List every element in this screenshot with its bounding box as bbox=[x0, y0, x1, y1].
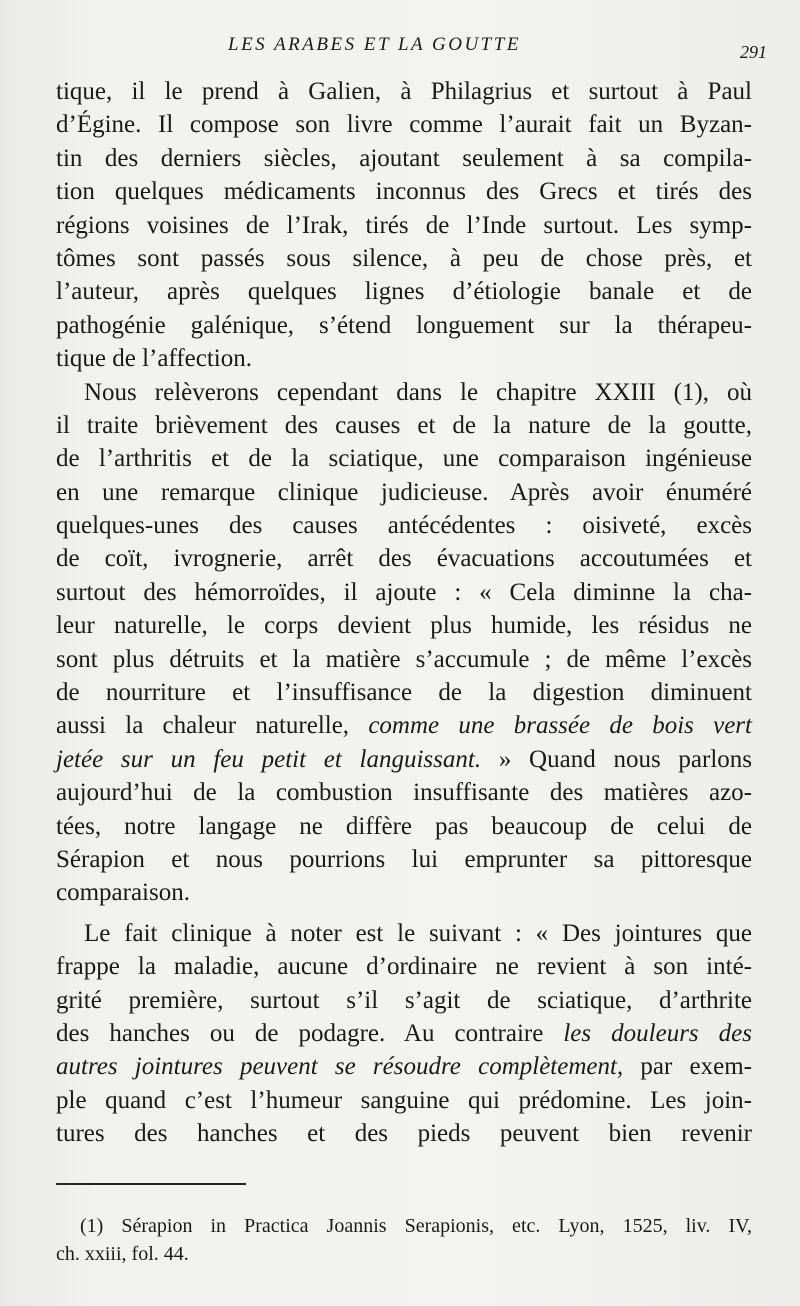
text-line bbox=[56, 1017, 752, 1050]
footnote-divider bbox=[56, 1183, 246, 1185]
text-line: leur naturelle, le corps devient plus humide, les résidus ne bbox=[56, 612, 752, 640]
page-number: 291 bbox=[740, 42, 767, 62]
text-line: frappe la maladie, aucune d’ordinaire ne revient à son inté- bbox=[56, 953, 752, 981]
text-line: tique de l’affection. bbox=[56, 345, 252, 373]
text-line: Sérapion et nous pourrions lui emprunter sa pittoresque bbox=[56, 845, 752, 873]
text-line: surtout des hémorroïdes, il ajoute : « Cela diminne la cha- bbox=[56, 578, 752, 606]
text-line: tures des hanches et des pieds peuvent bien revenir bbox=[56, 1120, 752, 1148]
running-title: LES ARABES ET LA GOUTTE bbox=[228, 34, 521, 55]
text-line: Nous relèverons cependant dans le chapitre XXIII (1), où bbox=[84, 378, 752, 406]
footnote-line: (1) Sérapion in Practica Joannis Serapionis, etc. Lyon, 1525, liv. IV, bbox=[80, 1215, 752, 1237]
text-line bbox=[56, 743, 752, 776]
page-header bbox=[0, 30, 800, 60]
text-line: aujourd’hui de la combustion insuffisante des matières azo- bbox=[56, 779, 752, 807]
text-line: en une remarque clinique judicieuse. Après avoir énuméré bbox=[56, 478, 752, 506]
italic-quote: les douleurs des bbox=[563, 1019, 752, 1047]
paragraph-3 bbox=[56, 917, 752, 1151]
text-line: l’auteur, après quelques lignes d’étiologie banale et de bbox=[56, 278, 752, 306]
footnote bbox=[56, 1212, 752, 1268]
italic-quote: jetée sur un feu petit et languissant. bbox=[56, 745, 482, 773]
text-line: pathogénie galénique, s’étend longuement sur la thérapeu- bbox=[56, 311, 752, 339]
footnote-line: ch. xxiii, fol. 44. bbox=[56, 1243, 189, 1265]
text-line: tées, notre langage ne diffère pas beaucoup de celui de bbox=[56, 812, 752, 840]
text-line: ple quand c’est l’humeur sanguine qui prédomine. Les join- bbox=[56, 1086, 752, 1114]
text-line: d’Égine. Il compose son livre comme l’aurait fait un Byzan- bbox=[56, 111, 752, 139]
text-span: aussi la chaleur naturelle, bbox=[56, 712, 369, 740]
text-span: » Quand nous parlons bbox=[481, 745, 752, 773]
text-line: tion quelques médicaments inconnus des Grecs et tirés des bbox=[56, 178, 752, 206]
text-line: de coït, ivrognerie, arrêt des évacuations accoutumées et bbox=[56, 545, 752, 573]
text-span: par exem- bbox=[623, 1053, 752, 1081]
body-text bbox=[56, 75, 752, 1151]
paragraph-gap bbox=[56, 910, 752, 917]
text-line bbox=[56, 1050, 752, 1083]
text-line: de l’arthritis et de la sciatique, une comparaison ingénieuse bbox=[56, 445, 752, 473]
text-line: quelques-unes des causes antécédentes : oisiveté, excès bbox=[56, 512, 752, 540]
text-line: Le fait clinique à noter est le suivant : « Des jointures que bbox=[84, 919, 752, 947]
text-line: tômes sont passés sous silence, à peu de chose près, et bbox=[56, 244, 752, 272]
text-line: sont plus détruits et la matière s’accumule ; de même l’excès bbox=[56, 645, 752, 673]
text-line: de nourriture et l’insuffisance de la digestion diminuent bbox=[56, 679, 752, 707]
paragraph-2 bbox=[56, 376, 752, 910]
italic-quote: comme une brassée de bois vert bbox=[368, 712, 752, 740]
text-span: des hanches ou de podagre. Au contraire bbox=[56, 1019, 564, 1047]
text-line: il traite brièvement des causes et de la nature de la goutte, bbox=[56, 411, 752, 439]
text-line: tin des derniers siècles, ajoutant seulement à sa compila- bbox=[56, 144, 752, 172]
paragraph-1 bbox=[56, 75, 752, 376]
text-line bbox=[56, 709, 752, 742]
italic-quote: autres jointures peuvent se résoudre complètement, bbox=[56, 1053, 624, 1081]
text-line: tique, il le prend à Galien, à Philagrius et surtout à Paul bbox=[56, 78, 752, 105]
text-line: régions voisines de l’Irak, tirés de l’Inde surtout. Les symp- bbox=[56, 211, 752, 239]
text-line: grité première, surtout s’il s’agit de sciatique, d’arthrite bbox=[56, 986, 752, 1014]
text-line: comparaison. bbox=[56, 879, 190, 907]
